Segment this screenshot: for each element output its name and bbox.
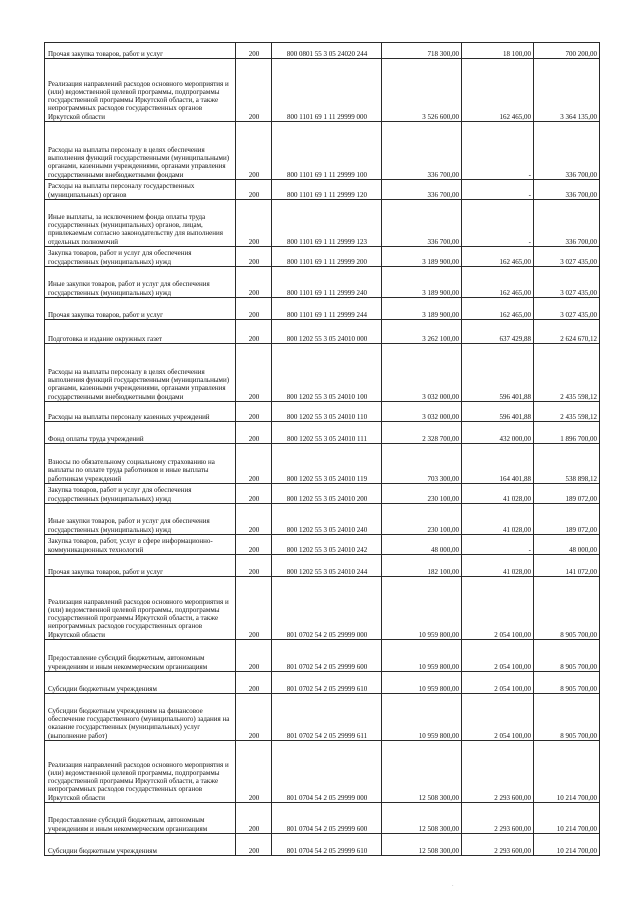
row-remaining: 3 027 435,00 bbox=[534, 247, 600, 267]
row-approved: 3 526 600,00 bbox=[382, 59, 462, 122]
table-row bbox=[45, 59, 600, 122]
table-row bbox=[45, 672, 600, 694]
table-row bbox=[45, 43, 600, 59]
row-executed: 162 465,00 bbox=[462, 59, 534, 122]
row-kbk: 800 1101 69 1 11 29999 244 bbox=[272, 298, 382, 320]
row-approved: 2 328 700,00 bbox=[382, 422, 462, 444]
row-name: Реализация направлений расходов основного мероприятия и (или) ведомственной целевой программы, подпрограммы государственной программы Иркутской области, а также непрограммных расходов государственных органов Иркутской области bbox=[45, 59, 236, 122]
row-code: 200 bbox=[236, 555, 272, 577]
row-executed: 2 293 600,00 bbox=[462, 803, 534, 834]
row-executed: 164 401,88 bbox=[462, 444, 534, 484]
row-executed: - bbox=[462, 535, 534, 555]
row-kbk: 800 1101 69 1 11 29999 123 bbox=[272, 200, 382, 247]
row-executed: 162 465,00 bbox=[462, 298, 534, 320]
row-code: 200 bbox=[236, 247, 272, 267]
row-name: Предоставление субсидий бюджетным, автономным учреждениям и иным некоммерческим организациям bbox=[45, 640, 236, 672]
row-remaining: 3 027 435,00 bbox=[534, 267, 600, 298]
table-row bbox=[45, 180, 600, 200]
table-row bbox=[45, 504, 600, 535]
table-row bbox=[45, 741, 600, 803]
row-approved: 3 032 000,00 bbox=[382, 402, 462, 422]
row-kbk: 801 0704 54 2 05 29999 000 bbox=[272, 741, 382, 803]
row-name: Расходы на выплаты персоналу государственных (муниципальных) органов bbox=[45, 180, 236, 200]
row-remaining: 8 905 700,00 bbox=[534, 672, 600, 694]
row-remaining: 10 214 700,00 bbox=[534, 834, 600, 856]
row-name: Предоставление субсидий бюджетным, автономным учреждениям и иным некоммерческим организациям bbox=[45, 803, 236, 834]
row-executed: 596 401,88 bbox=[462, 344, 534, 402]
row-name: Закупка товаров, работ, услуг в сфере информационно-коммуникационных технологий bbox=[45, 535, 236, 555]
table-row bbox=[45, 422, 600, 444]
row-approved: 3 032 000,00 bbox=[382, 344, 462, 402]
row-code: 200 bbox=[236, 672, 272, 694]
row-executed: 41 028,00 bbox=[462, 504, 534, 535]
row-code: 200 bbox=[236, 180, 272, 200]
row-executed: - bbox=[462, 122, 534, 180]
row-code: 200 bbox=[236, 694, 272, 741]
row-remaining: 10 214 700,00 bbox=[534, 803, 600, 834]
row-remaining: 2 624 670,12 bbox=[534, 320, 600, 344]
row-name: Реализация направлений расходов основного мероприятия и (или) ведомственной целевой программы, подпрограммы государственной программы Иркутской области, а также непрограммных расходов государственных органов Иркутской области bbox=[45, 741, 236, 803]
table-row bbox=[45, 577, 600, 640]
row-code: 200 bbox=[236, 577, 272, 640]
table-row bbox=[45, 247, 600, 267]
row-approved: 3 262 100,00 bbox=[382, 320, 462, 344]
row-approved: 3 189 900,00 bbox=[382, 298, 462, 320]
row-remaining: 1 896 700,00 bbox=[534, 422, 600, 444]
row-kbk: 800 1202 55 3 05 24010 242 bbox=[272, 535, 382, 555]
row-code: 200 bbox=[236, 444, 272, 484]
row-code: 200 bbox=[236, 484, 272, 504]
row-code: 200 bbox=[236, 741, 272, 803]
row-remaining: 336 700,00 bbox=[534, 200, 600, 247]
row-approved: 3 189 900,00 bbox=[382, 267, 462, 298]
row-kbk: 801 0702 54 2 05 29999 000 bbox=[272, 577, 382, 640]
row-code: 200 bbox=[236, 504, 272, 535]
row-name: Взносы по обязательному социальному страхованию на выплаты по оплате труда работников и иные выплаты работникам учреждений bbox=[45, 444, 236, 484]
table-row bbox=[45, 834, 600, 856]
table-row bbox=[45, 803, 600, 834]
row-approved: 48 000,00 bbox=[382, 535, 462, 555]
row-remaining: 3 027 435,00 bbox=[534, 298, 600, 320]
row-remaining: 336 700,00 bbox=[534, 180, 600, 200]
row-approved: 3 189 900,00 bbox=[382, 247, 462, 267]
row-name: Прочая закупка товаров, работ и услуг bbox=[45, 298, 236, 320]
row-name: Подготовка и издание окружных газет bbox=[45, 320, 236, 344]
table-row bbox=[45, 122, 600, 180]
table-row bbox=[45, 267, 600, 298]
row-kbk: 800 1202 55 3 05 24010 111 bbox=[272, 422, 382, 444]
row-code: 200 bbox=[236, 640, 272, 672]
row-name: Прочая закупка товаров, работ и услуг bbox=[45, 43, 236, 59]
row-approved: 230 100,00 bbox=[382, 484, 462, 504]
row-kbk: 800 1101 69 1 11 29999 120 bbox=[272, 180, 382, 200]
row-kbk: 801 0702 54 2 05 29999 600 bbox=[272, 640, 382, 672]
row-name: Фонд оплаты труда учреждений bbox=[45, 422, 236, 444]
row-code: 200 bbox=[236, 122, 272, 180]
row-executed: 18 100,00 bbox=[462, 43, 534, 59]
row-kbk: 800 1202 55 3 05 24010 110 bbox=[272, 402, 382, 422]
table-body bbox=[45, 43, 600, 856]
row-executed: 2 054 100,00 bbox=[462, 672, 534, 694]
row-name: Закупка товаров, работ и услуг для обеспечения государственных (муниципальных) нужд bbox=[45, 247, 236, 267]
row-approved: 336 700,00 bbox=[382, 122, 462, 180]
row-remaining: 8 905 700,00 bbox=[534, 694, 600, 741]
row-kbk: 800 1202 55 3 05 24010 240 bbox=[272, 504, 382, 535]
row-executed: 432 000,00 bbox=[462, 422, 534, 444]
row-name: Закупка товаров, работ и услуг для обеспечения государственных (муниципальных) нужд bbox=[45, 484, 236, 504]
row-executed: 41 028,00 bbox=[462, 484, 534, 504]
row-code: 200 bbox=[236, 43, 272, 59]
table-row bbox=[45, 444, 600, 484]
row-name: Иные закупки товаров, работ и услуг для обеспечения государственных (муниципальных) нужд bbox=[45, 267, 236, 298]
row-remaining: 336 700,00 bbox=[534, 122, 600, 180]
row-executed: 162 465,00 bbox=[462, 267, 534, 298]
row-name: Субсидии бюджетным учреждениям bbox=[45, 672, 236, 694]
row-kbk: 800 1202 55 3 05 24010 000 bbox=[272, 320, 382, 344]
row-approved: 12 508 300,00 bbox=[382, 741, 462, 803]
row-executed: 162 465,00 bbox=[462, 247, 534, 267]
row-executed: 2 293 600,00 bbox=[462, 741, 534, 803]
row-approved: 10 959 800,00 bbox=[382, 694, 462, 741]
row-kbk: 800 1202 55 3 05 24010 100 bbox=[272, 344, 382, 402]
row-remaining: 2 435 598,12 bbox=[534, 344, 600, 402]
table-row bbox=[45, 402, 600, 422]
table-row bbox=[45, 555, 600, 577]
row-kbk: 801 0704 54 2 05 29999 610 bbox=[272, 834, 382, 856]
row-code: 200 bbox=[236, 535, 272, 555]
row-approved: 718 300,00 bbox=[382, 43, 462, 59]
row-name: Расходы на выплаты персоналу в целях обеспечения выполнения функций государственными (муниципальными) органами, казенными учреждениями, органами управления государственными внебюджетными фондами bbox=[45, 122, 236, 180]
row-executed: 2 054 100,00 bbox=[462, 577, 534, 640]
row-executed: 2 054 100,00 bbox=[462, 640, 534, 672]
table-row bbox=[45, 298, 600, 320]
row-remaining: 3 364 135,00 bbox=[534, 59, 600, 122]
row-remaining: 189 072,00 bbox=[534, 504, 600, 535]
row-code: 200 bbox=[236, 200, 272, 247]
row-kbk: 800 1202 55 3 05 24010 200 bbox=[272, 484, 382, 504]
row-name: Субсидии бюджетным учреждениям на финансовое обеспечение государственного (муниципального) задания на оказание государственных (муниципальных) услуг (выполнение работ) bbox=[45, 694, 236, 741]
row-remaining: 2 435 598,12 bbox=[534, 402, 600, 422]
row-remaining: 8 905 700,00 bbox=[534, 640, 600, 672]
table-row bbox=[45, 694, 600, 741]
row-executed: - bbox=[462, 200, 534, 247]
row-approved: 10 959 800,00 bbox=[382, 672, 462, 694]
row-name: Прочая закупка товаров, работ и услуг bbox=[45, 555, 236, 577]
row-code: 200 bbox=[236, 402, 272, 422]
table-row bbox=[45, 640, 600, 672]
table-row bbox=[45, 484, 600, 504]
row-executed: 2 293 600,00 bbox=[462, 834, 534, 856]
row-kbk: 800 1202 55 3 05 24010 119 bbox=[272, 444, 382, 484]
row-code: 200 bbox=[236, 320, 272, 344]
row-name: Реализация направлений расходов основного мероприятия и (или) ведомственной целевой программы, подпрограммы государственной программы Иркутской области, а также непрограммных расходов государственных органов Иркутской области bbox=[45, 577, 236, 640]
table-row bbox=[45, 344, 600, 402]
row-code: 200 bbox=[236, 59, 272, 122]
row-code: 200 bbox=[236, 422, 272, 444]
row-kbk: 800 1202 55 3 05 24010 244 bbox=[272, 555, 382, 577]
row-approved: 703 300,00 bbox=[382, 444, 462, 484]
row-kbk: 800 1101 69 1 11 29999 200 bbox=[272, 247, 382, 267]
row-approved: 12 508 300,00 bbox=[382, 803, 462, 834]
table-row bbox=[45, 535, 600, 555]
scan-speck: · bbox=[452, 884, 454, 889]
row-kbk: 800 1101 69 1 11 29999 100 bbox=[272, 122, 382, 180]
row-code: 200 bbox=[236, 344, 272, 402]
row-kbk: 800 1101 69 1 11 29999 000 bbox=[272, 59, 382, 122]
row-approved: 336 700,00 bbox=[382, 180, 462, 200]
row-name: Расходы на выплаты персоналу в целях обеспечения выполнения функций государственными (муниципальными) органами, казенными учреждениями, органами управления государственными внебюджетными фондами bbox=[45, 344, 236, 402]
row-executed: - bbox=[462, 180, 534, 200]
row-executed: 2 054 100,00 bbox=[462, 694, 534, 741]
row-remaining: 48 000,00 bbox=[534, 535, 600, 555]
row-code: 200 bbox=[236, 803, 272, 834]
row-executed: 637 429,88 bbox=[462, 320, 534, 344]
row-approved: 230 100,00 bbox=[382, 504, 462, 535]
row-kbk: 800 1101 69 1 11 29999 240 bbox=[272, 267, 382, 298]
row-remaining: 8 905 700,00 bbox=[534, 577, 600, 640]
row-kbk: 801 0702 54 2 05 29999 610 bbox=[272, 672, 382, 694]
row-remaining: 700 200,00 bbox=[534, 43, 600, 59]
row-name: Иные закупки товаров, работ и услуг для обеспечения государственных (муниципальных) нужд bbox=[45, 504, 236, 535]
row-approved: 12 508 300,00 bbox=[382, 834, 462, 856]
row-kbk: 801 0702 54 2 05 29999 611 bbox=[272, 694, 382, 741]
row-remaining: 141 072,00 bbox=[534, 555, 600, 577]
row-code: 200 bbox=[236, 298, 272, 320]
row-approved: 10 959 800,00 bbox=[382, 640, 462, 672]
row-executed: 41 028,00 bbox=[462, 555, 534, 577]
row-approved: 182 100,00 bbox=[382, 555, 462, 577]
table-row bbox=[45, 200, 600, 247]
table-row bbox=[45, 320, 600, 344]
row-code: 200 bbox=[236, 834, 272, 856]
row-remaining: 189 072,00 bbox=[534, 484, 600, 504]
row-code: 200 bbox=[236, 267, 272, 298]
row-kbk: 800 0801 55 3 05 24020 244 bbox=[272, 43, 382, 59]
row-kbk: 801 0704 54 2 05 29999 600 bbox=[272, 803, 382, 834]
row-name: Субсидии бюджетным учреждениям bbox=[45, 834, 236, 856]
row-remaining: 10 214 700,00 bbox=[534, 741, 600, 803]
row-executed: 596 401,88 bbox=[462, 402, 534, 422]
row-approved: 10 959 800,00 bbox=[382, 577, 462, 640]
row-name: Расходы на выплаты персоналу казенных учреждений bbox=[45, 402, 236, 422]
budget-execution-table bbox=[44, 42, 600, 856]
row-name: Иные выплаты, за исключением фонда оплаты труда государственных (муниципальных) органов, лицам, привлекаемым согласно законодательству для выполнения отдельных полномочий bbox=[45, 200, 236, 247]
row-remaining: 538 898,12 bbox=[534, 444, 600, 484]
row-approved: 336 700,00 bbox=[382, 200, 462, 247]
